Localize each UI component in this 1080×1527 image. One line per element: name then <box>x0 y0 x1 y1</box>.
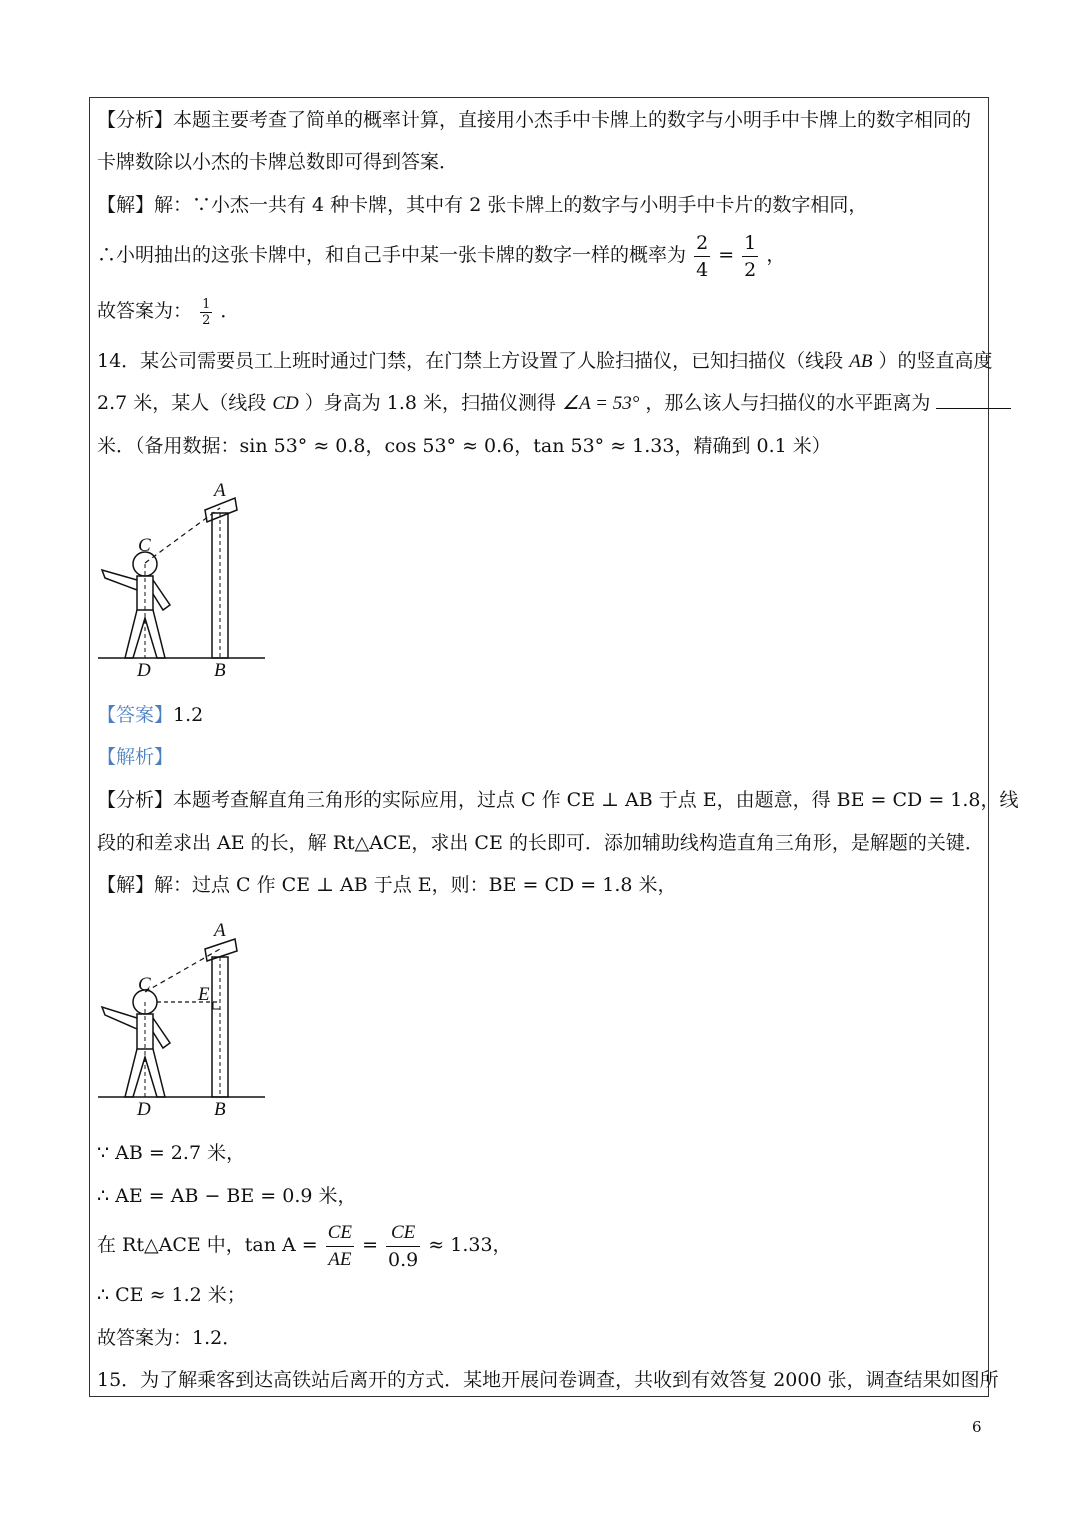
analysis-14-line1: 【分析】本题考查解直角三角形的实际应用，过点 C 作 CE ⊥ AB 于点 E，由题意，得 BE = CD = 1.8，线 <box>97 789 1019 811</box>
label-c: C <box>138 535 151 556</box>
problem-14-line2: 2.7 米，某人（线段 CD ）身高为 1.8 米，扫描仪测得 ∠A = 53° ，那么该人与扫描仪的水平距离为 <box>97 388 1011 419</box>
problem-14-line1: 14．某公司需要员工上班时通过门禁，在门禁上方设置了人脸扫描仪，已知扫描仪（线段 AB ）的竖直高度 <box>97 350 993 372</box>
solution-14-step3: 在 Rt△ACE 中，tan A = $\frac{CE}{AE}$ = $\frac{CE}{0.9}$ ≈ 1.33， <box>97 1221 512 1271</box>
answer-blank <box>936 390 1011 409</box>
solution-14-step4: ∴ CE ≈ 1.2 米； <box>97 1284 246 1306</box>
answer-14: 【答案】1.2 <box>97 704 204 726</box>
solution-14-step2: ∴ AE = AB − BE = 0.9 米， <box>97 1185 357 1207</box>
analysis-13-line1: 【分析】本题主要考查了简单的概率计算，直接用小杰手中卡牌上的数字与小明手中卡牌上的数字相同的 <box>97 109 972 131</box>
figure-scanner-1 <box>95 478 275 683</box>
label-a: A <box>214 920 226 941</box>
fraction-ce-ae: $\frac{CE}{AE}$ <box>327 1221 353 1270</box>
analysis-14-heading: 【解析】 <box>97 746 174 768</box>
person-arm-right <box>153 1018 170 1048</box>
label-b: B <box>214 660 226 681</box>
fraction-ce-09: $\frac{CE}{0.9}$ <box>388 1221 419 1271</box>
solution-13-line2: ∴小明抽出的这张卡牌中，和自己手中某一张卡牌的数字一样的概率为 $\frac{2}{4}$ = $\frac{1}{2}$ ， <box>97 231 786 281</box>
right-angle-mark <box>213 1002 220 1009</box>
label-b: B <box>214 1099 226 1120</box>
solution-14-answer: 故答案为：1.2． <box>97 1327 242 1349</box>
problem-14-line3: 米．（备用数据：sin 53° ≈ 0.8，cos 53° ≈ 0.6，tan 53° ≈ 1.33，精确到 0.1 米） <box>97 435 831 457</box>
person-arm-right <box>153 580 170 610</box>
figure-scanner-2 <box>95 917 275 1122</box>
sight-line <box>145 508 220 563</box>
page-number: 6 <box>972 1418 982 1436</box>
answer-13: 故答案为： $\frac{1}{2}$ ． <box>97 296 240 328</box>
fraction-2-4: $\frac{2}{4}$ <box>696 231 709 281</box>
label-d: D <box>137 1099 151 1120</box>
person-arm-left <box>102 570 137 590</box>
analysis-13-line2: 卡牌数除以小杰的卡牌总数即可得到答案． <box>97 151 459 173</box>
label-e: E <box>198 984 210 1005</box>
label-c: C <box>138 974 151 995</box>
solution-14-step1: ∵ AB = 2.7 米， <box>97 1142 246 1164</box>
person-arm-left <box>102 1007 137 1029</box>
solution-14-line1: 【解】解：过点 C 作 CE ⊥ AB 于点 E，则：BE = CD = 1.8 米， <box>97 874 677 896</box>
scanner-box <box>205 498 237 522</box>
problem-15-line1: 15．为了解乘客到达高铁站后离开的方式．某地开展问卷调查，共收到有效答复 2000 张，调查结果如图所 <box>97 1369 999 1391</box>
fraction-1-2: $\frac{1}{2}$ <box>744 231 757 281</box>
answer-13-fraction: $\frac{1}{2}$ <box>202 296 211 328</box>
solution-13-line2-text: ∴小明抽出的这张卡牌中，和自己手中某一张卡牌的数字一样的概率为 <box>97 244 687 266</box>
solution-13-line1: 【解】解：∵小杰一共有 4 种卡牌，其中有 2 张卡牌上的数字与小明手中卡片的数字相同， <box>97 194 868 216</box>
analysis-14-line2: 段的和差求出 AE 的长，解 Rt△ACE，求出 CE 的长即可．添加辅助线构造直角三角形，是解题的关键． <box>97 832 984 854</box>
label-d: D <box>137 660 151 681</box>
label-a: A <box>214 480 226 501</box>
